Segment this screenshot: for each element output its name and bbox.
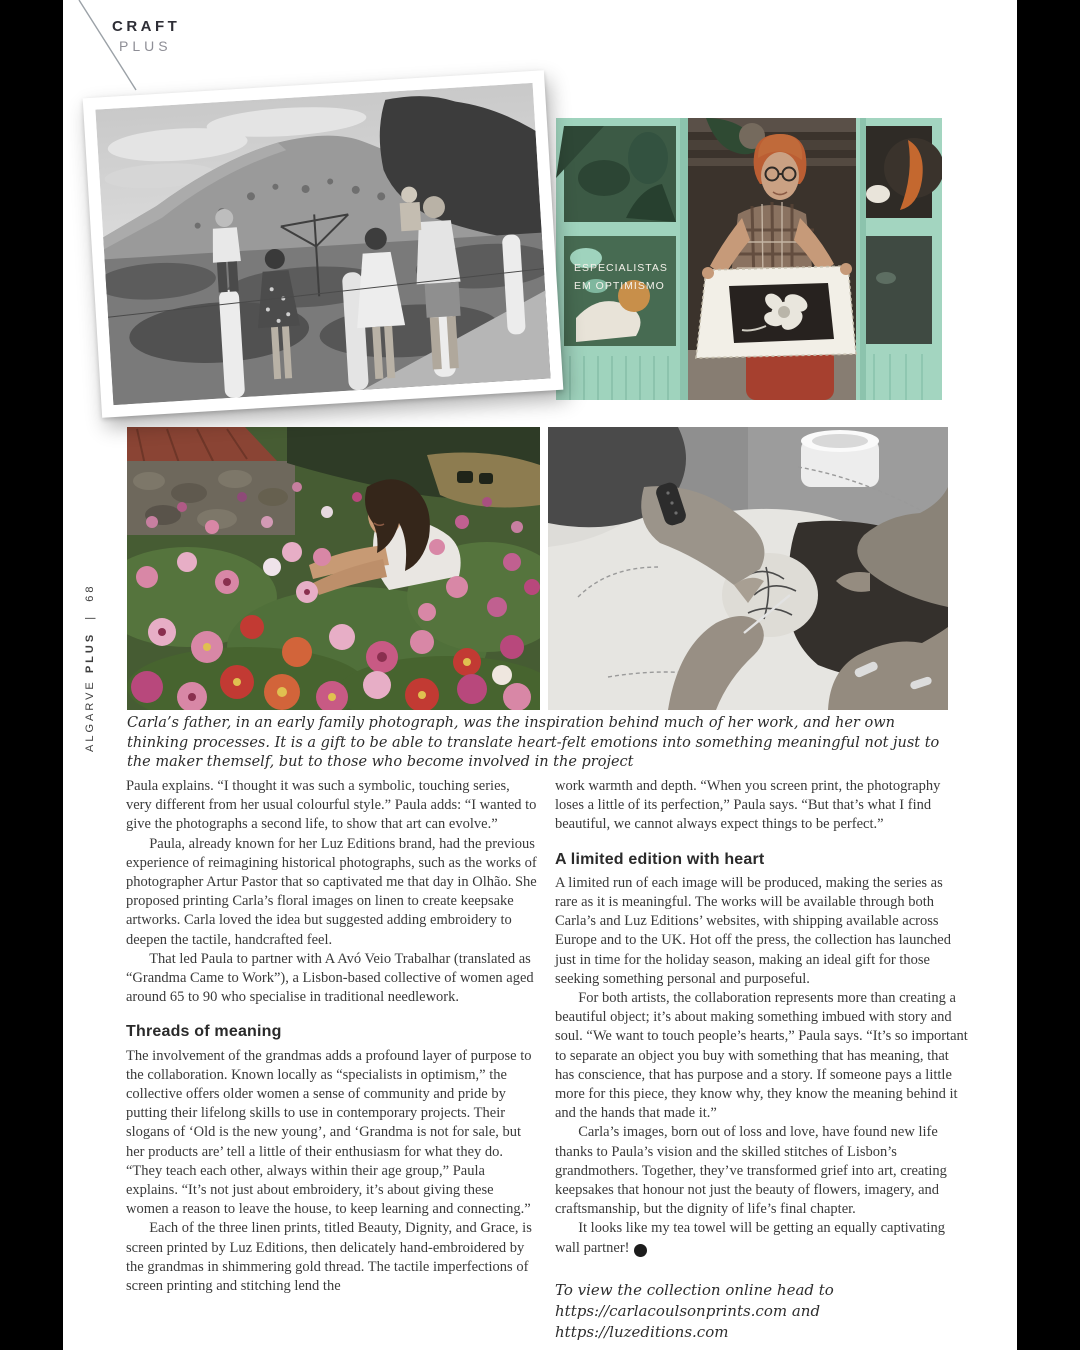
tea-towel <box>696 263 856 358</box>
folio-separator: | <box>84 613 96 620</box>
article-paragraph: work warmth and depth. “When you screen print, the photography loses a little of its perfection,” Paula says. “But that’s what I find beautiful, we cannot always expect things to be perfect.” <box>555 778 941 833</box>
article-paragraph: That led Paula to partner with A Avó Veio Trabalhar (translated as “Grandma Came to Work”), a Lisbon-based collective of women aged around 65 to 90 who specialise in traditional needlework. <box>126 950 534 1006</box>
folio-page-number: 68 <box>84 583 96 602</box>
folio-magazine-name-bold: PLUS <box>84 631 96 674</box>
article-paragraph: It looks like my tea towel will be getting an equally captivating wall partner! P <box>555 1220 946 1256</box>
shop-window-slogan-line2: EM OPTIMISMO <box>574 280 665 292</box>
photo-embroidery-hands <box>548 427 948 710</box>
section-title-plus: PLUS <box>119 38 172 54</box>
left-edge-bar <box>0 0 63 1350</box>
photo-caption: Carla’s father, in an early family photograph, was the inspiration behind much of her work, and her own thinking processes. It is a gift to be able to translate heart-felt emotions into something meaningful not just to the maker themself, but to those who become involved in the project <box>127 715 940 770</box>
shop-window-slogan-line1: ESPECIALISTAS <box>574 262 668 274</box>
article-paragraph: For both artists, the collaboration represents more than creating a beautiful object; it’s about making something imbued with story and soul. “We want to touch people’s hearts,” Paula says. “It’s so important to separate an object you buy with something that has meaning, that has conscience, that has purpose and a story. If someone pays a little more for this piece, they know why, they know the meaning behind it and the hands that made it.” <box>555 990 968 1122</box>
right-edge-bar <box>1017 0 1080 1350</box>
article-paragraph: To view the collection online head to https://carlacoulsonprints.com and https://luzeditions.com <box>555 1280 834 1341</box>
storefront-right-door <box>856 118 942 400</box>
section-subheading: Threads of meaning <box>126 1023 282 1041</box>
article-paragraph: Paula explains. “I thought it was such a symbolic, touching series, very different from her usual colourful style.” Paula adds: “I wanted to give the photographs a second life, to show that art can evolve.” <box>126 778 537 833</box>
sidebar-folio <box>84 583 96 752</box>
article-paragraph: Each of the three linen prints, titled Beauty, Dignity, and Grace, is screen printed by Luz Editions, then delicately hand-embroidered by the grandmas in shimmering gold thread. The tactile imperfections of screen printing and stitching lend the <box>126 1220 532 1295</box>
storefront-left-panel <box>556 118 688 400</box>
photo-flower-field <box>127 427 540 710</box>
article-paragraph: Carla’s images, born out of loss and love, have found new life thanks to Paula’s vision and the skilled stitches of Lisbon’s grandmothers. Together, they’ve transformed grief into art, creating keepsakes that honour not just the beauty of flowers, imagery, and craftsmanship, but the dignity of life’s final chapter. <box>555 1124 947 1218</box>
article-column-left <box>126 777 539 1343</box>
photo-family-print <box>83 70 564 418</box>
article-paragraph: Paula, already known for her Luz Editions brand, had the previous experience of reimagining historical photographs, such as the works of photographer Artur Pastor that so captivated me that day in Olhão. She proposed printing Carla’s floral images on linen to create keepsake artworks. Carla loved the idea but suggested adding embroidery to deepen the tactile, handcrafted feel. <box>126 835 537 948</box>
article-paragraph: The involvement of the grandmas adds a profound layer of purpose to the collaboration. Known locally as “specialists in optimism,” the collective offers older women a sense of community and pride by putting their lifelong skills to use in contemporary projects. Their slogans of ‘Old is the new young’, and ‘Grandma is not for sale, but her products are’ tell a little of their enthusiasm for what they do. “They teach each other, always within their age group,” Paula explains. “It’s not just about embroidery, it’s about giving these women a reason to leave the house, to keep learning and connecting.” <box>126 1047 532 1218</box>
article-column-right <box>555 777 968 1343</box>
folio-magazine-name: ALGARVE <box>84 679 96 752</box>
article-columns <box>126 777 968 1343</box>
article-paragraph: A limited run of each image will be produced, making the series as rare as it is meaningful. The works will be available through both Carla’s and Luz Editions’ websites, with shipping available across Europe and to the UK. Hot off the press, the collection has launched just in time for the holiday season, making an ideal gift for those seeking something personal and purposeful. <box>555 874 951 987</box>
end-of-article-icon: P <box>634 1244 647 1257</box>
section-title-craft: CRAFT <box>112 18 181 35</box>
photo-grandma-shopfront <box>556 118 942 400</box>
white-cup <box>801 430 879 487</box>
section-subheading: A limited edition with heart <box>555 850 765 868</box>
